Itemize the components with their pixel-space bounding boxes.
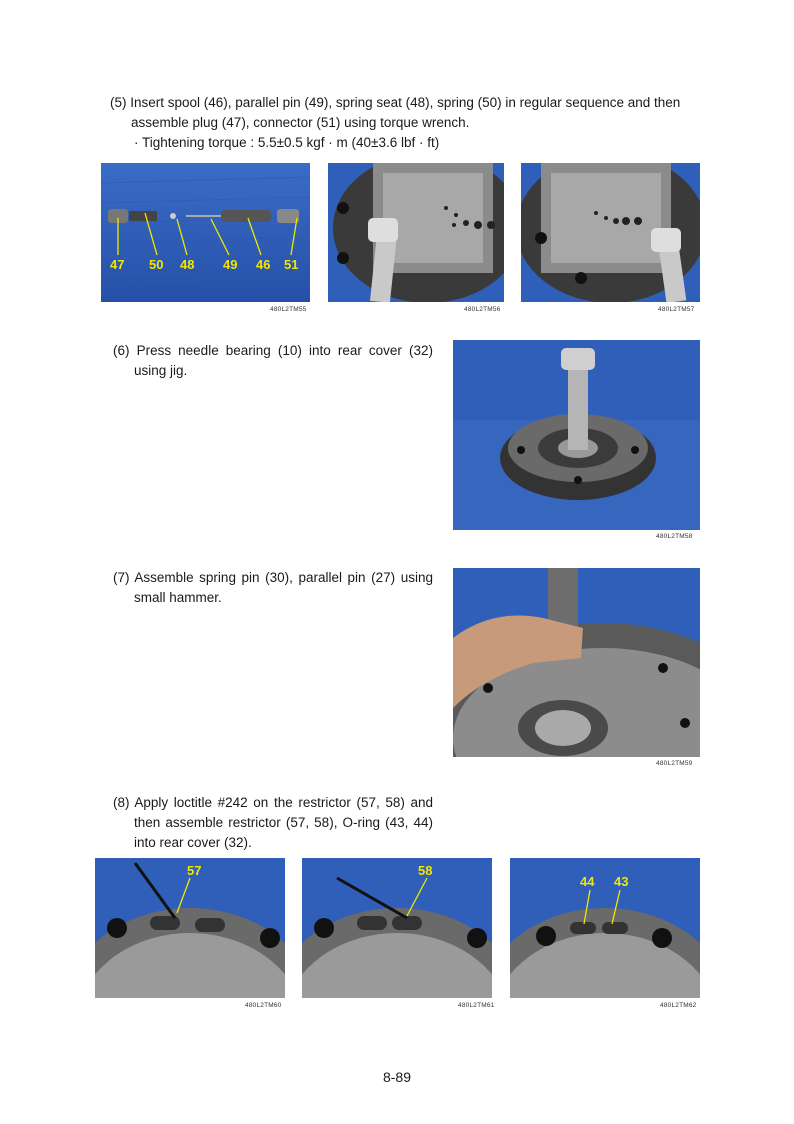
photo-480L2TM55	[101, 163, 310, 302]
caption-480L2TM59: 480L2TM59	[656, 760, 693, 767]
photo-480L2TM59	[453, 568, 700, 757]
caption-480L2TM60: 480L2TM60	[245, 1002, 282, 1009]
spool-parts-image	[101, 163, 310, 302]
label-46: 46	[256, 257, 271, 272]
label-58: 58	[418, 863, 433, 878]
caption-480L2TM61: 480L2TM61	[458, 1002, 495, 1009]
photo-480L2TM58	[453, 340, 700, 530]
photo-480L2TM57	[521, 163, 700, 302]
caption-480L2TM56: 480L2TM56	[464, 306, 501, 313]
label-48: 48	[180, 257, 195, 272]
label-51: 51	[284, 257, 299, 272]
label-57: 57	[187, 863, 202, 878]
torque-wrench-image-1	[328, 163, 504, 302]
step-7-text	[113, 568, 433, 608]
photo-480L2TM56	[328, 163, 504, 302]
caption-480L2TM62: 480L2TM62	[660, 1002, 697, 1009]
label-44: 44	[580, 874, 595, 889]
step-6-line-2: using jig.	[134, 363, 188, 378]
step-6-line-1: (6) Press needle bearing (10) into rear cover (32)	[113, 343, 433, 358]
label-50: 50	[149, 257, 164, 272]
page-number: 8-89	[382, 1069, 412, 1085]
step-5-line-2: assemble plug (47), connector (51) using torque wrench.	[131, 115, 470, 130]
photo-480L2TM61	[302, 858, 492, 998]
caption-480L2TM55: 480L2TM55	[270, 306, 307, 313]
restrictor-57-image	[95, 858, 285, 998]
step-5-text	[110, 93, 702, 153]
step-8-line-1: (8) Apply loctitle #242 on the restrictor (57, 58) and	[113, 795, 433, 810]
caption-480L2TM58: 480L2TM58	[656, 533, 693, 540]
step-5-line-1: (5) Insert spool (46), parallel pin (49), spring seat (48), spring (50) in regular sequence and then	[110, 95, 681, 110]
step-7-line-2: small hammer.	[134, 590, 222, 605]
photo-480L2TM62	[510, 858, 700, 998]
label-47: 47	[110, 257, 125, 272]
step-8-line-2: then assemble restrictor (57, 58), O-ring (43, 44)	[134, 815, 433, 830]
step-5-torque-note: · Tightening torque : 5.5±0.5 kgf · m (40±3.6 lbf · ft)	[134, 135, 440, 150]
restrictor-58-image	[302, 858, 492, 998]
step-6-text	[113, 341, 433, 381]
photo-480L2TM60	[95, 858, 285, 998]
step-8-text	[113, 793, 433, 853]
caption-480L2TM57: 480L2TM57	[658, 306, 695, 313]
label-49: 49	[223, 257, 238, 272]
torque-wrench-image-2	[521, 163, 700, 302]
o-ring-43-44-image	[510, 858, 700, 998]
step-8-line-3: into rear cover (32).	[134, 835, 252, 850]
step-7-line-1: (7) Assemble spring pin (30), parallel pin (27) using	[113, 570, 433, 585]
spring-pin-hammer-image	[453, 568, 700, 757]
label-43: 43	[614, 874, 629, 889]
needle-bearing-press-image	[453, 340, 700, 530]
